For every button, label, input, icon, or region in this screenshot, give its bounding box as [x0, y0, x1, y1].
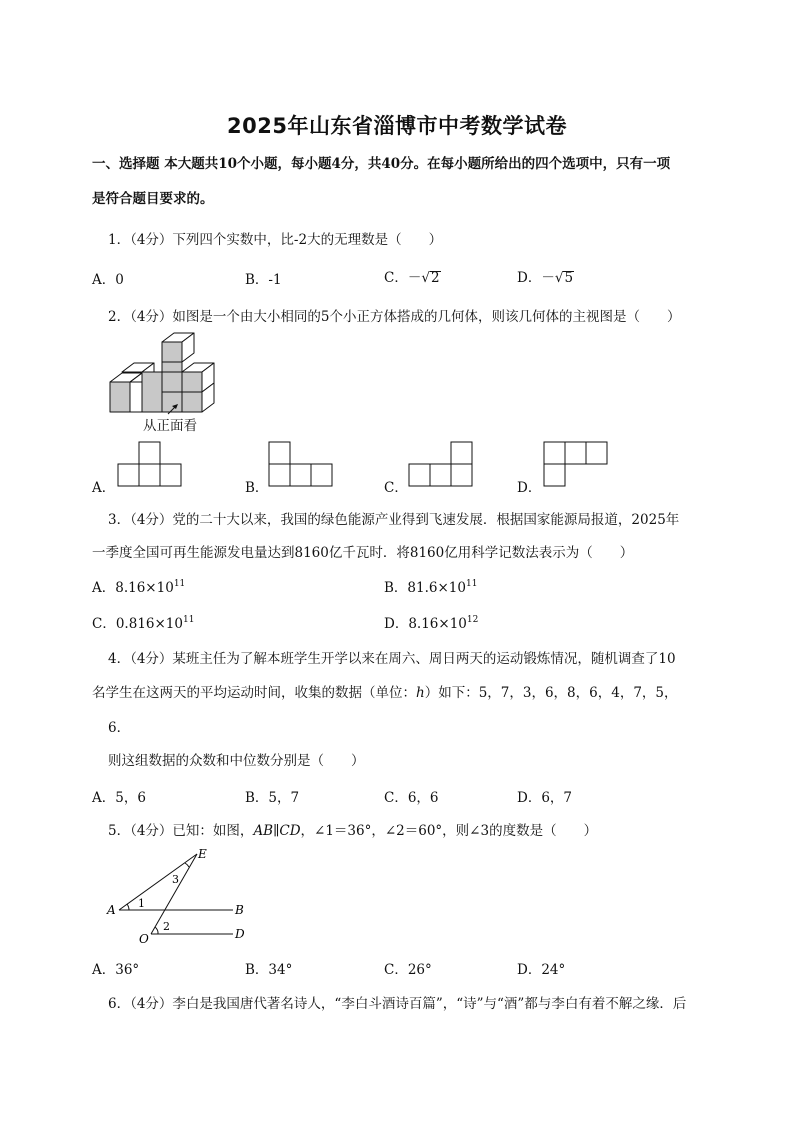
- option-exponent: 11: [465, 579, 478, 589]
- option-letter: D．: [384, 616, 409, 632]
- cube-solid-figure: [108, 330, 228, 412]
- option-letter: D．: [517, 962, 542, 978]
- stem-text: 名学生在这两天的平均运动时间，收集的数据（单位：: [92, 685, 416, 701]
- q1-option-a[interactable]: [92, 268, 124, 288]
- option-letter: B．: [245, 790, 269, 806]
- stem-text: 5．（4分）已知：如图，: [108, 823, 254, 839]
- option-letter: A．: [92, 790, 116, 806]
- question-4-stem-line2: [92, 681, 678, 701]
- option-text: 36°: [115, 962, 140, 978]
- question-3-stem-line1: 3．（4分）党的二十大以来，我国的绿色能源产业得到飞速发展．根据国家能源局报道，2025年: [108, 512, 680, 528]
- q2-option-b-letter[interactable]: B．: [245, 480, 269, 496]
- q4-option-a[interactable]: [92, 786, 146, 806]
- section-heading: 一、选择题 本大题共10个小题，每小题4分，共40分。在每小题所给出的四个选项中，只有一项: [92, 156, 671, 172]
- angle-3-label: 3: [172, 873, 179, 886]
- q4-option-d[interactable]: [517, 786, 572, 806]
- option-letter: C．: [92, 616, 116, 632]
- question-4-stem-line1: 4．（4分）某班主任为了解本班学生开学以来在周六、周日两天的运动锻炼情况，随机调查了10: [108, 651, 676, 667]
- segment-ab: AB: [253, 823, 274, 839]
- minus-sign: －: [407, 270, 422, 286]
- option-exponent: 11: [173, 579, 186, 589]
- radicand: 2: [430, 270, 440, 286]
- q2-option-c-figure: [408, 440, 478, 488]
- label-d: D: [235, 927, 245, 941]
- option-base: 8.16×10: [408, 616, 467, 632]
- question-5-stem: [108, 819, 597, 839]
- option-exponent: 12: [466, 615, 479, 625]
- q5-option-a[interactable]: [92, 958, 139, 978]
- q2-option-a-figure: [117, 440, 187, 488]
- question-4-stem-line4: 则这组数据的众数和中位数分别是（ ）: [108, 753, 365, 769]
- q1-option-d[interactable]: [517, 266, 574, 286]
- sqrt-sign: √: [554, 270, 564, 286]
- option-text: 6，6: [407, 790, 439, 806]
- option-base: 0.816×10: [115, 616, 183, 632]
- question-2-stem: 2．（4分）如图是一个由大小相同的5个小正方体搭成的几何体，则该几何体的主视图是（ ）: [108, 309, 681, 325]
- unit-symbol: h: [416, 685, 425, 701]
- question-6-stem-line1: 6．（4分）李白是我国唐代著名诗人，“李白斗酒诗百篇”，“诗”与“酒”都与李白有着不解之缘．后: [108, 996, 687, 1012]
- label-b: B: [235, 903, 244, 917]
- option-base: 8.16×10: [115, 580, 174, 596]
- option-text: 24°: [541, 962, 566, 978]
- figure-caption: 从正面看: [143, 418, 197, 434]
- stem-text: ）如下：5，7，3，6，8，6，4，7，5，: [424, 685, 678, 701]
- sqrt-sign: √: [421, 270, 430, 286]
- exam-title: 2025年山东省淄博市中考数学试卷: [227, 114, 567, 138]
- option-text: 5，6: [115, 790, 146, 806]
- angle-1-label: 1: [138, 897, 145, 910]
- q1-option-c[interactable]: [384, 266, 441, 286]
- question-3-stem-line2: 一季度全国可再生能源发电量达到8160亿千瓦时．将8160亿用科学记数法表示为（ ）: [92, 545, 634, 561]
- q2-option-a-letter[interactable]: A．: [92, 480, 116, 496]
- q5-option-b[interactable]: [245, 958, 292, 978]
- q5-option-d[interactable]: [517, 958, 565, 978]
- stem-text: ，∠1＝36°，∠2＝60°，则∠3的度数是（ ）: [300, 823, 598, 839]
- q3-option-c[interactable]: [92, 612, 194, 632]
- option-base: 81.6×10: [407, 580, 466, 596]
- q2-option-d-letter[interactable]: D．: [517, 480, 542, 496]
- question-4-stem-line3: 6．: [108, 720, 131, 736]
- radicand: 5: [564, 270, 574, 286]
- q2-option-b-figure: [268, 440, 338, 488]
- option-letter: C．: [384, 270, 408, 286]
- option-letter: C．: [384, 962, 408, 978]
- q4-option-b[interactable]: [245, 786, 299, 806]
- label-o: O: [139, 932, 149, 946]
- parallel-lines-figure: [105, 845, 265, 945]
- option-letter: C．: [384, 790, 408, 806]
- q1-option-b[interactable]: [245, 268, 282, 288]
- option-letter: D．: [517, 790, 542, 806]
- option-text: -1: [268, 272, 282, 288]
- option-text: 0: [115, 272, 124, 288]
- label-e: E: [198, 847, 207, 861]
- q2-option-c-letter[interactable]: C．: [384, 480, 408, 496]
- option-exponent: 11: [182, 615, 195, 625]
- section-heading-cont: 是符合题目要求的。: [92, 191, 214, 207]
- option-text: 34°: [268, 962, 293, 978]
- parallel-symbol: ∥: [273, 823, 280, 839]
- option-letter: A．: [92, 580, 116, 596]
- option-letter: B．: [245, 962, 269, 978]
- q5-option-c[interactable]: [384, 958, 432, 978]
- q3-option-d[interactable]: [384, 612, 478, 632]
- option-letter: A．: [92, 272, 116, 288]
- option-letter: B．: [245, 272, 269, 288]
- option-text: 26°: [407, 962, 432, 978]
- option-letter: D．: [517, 270, 542, 286]
- segment-cd: CD: [279, 823, 301, 839]
- question-1-stem: 1．（4分）下列四个实数中，比-2大的无理数是（ ）: [108, 232, 443, 248]
- option-letter: A．: [92, 962, 116, 978]
- option-text: 5，7: [268, 790, 300, 806]
- q3-option-b[interactable]: [384, 576, 477, 596]
- angle-2-label: 2: [163, 920, 170, 933]
- q3-option-a[interactable]: [92, 576, 185, 596]
- minus-sign: －: [541, 270, 555, 286]
- option-text: 6，7: [541, 790, 573, 806]
- option-letter: B．: [384, 580, 408, 596]
- q2-option-d-figure: [543, 440, 613, 488]
- label-a: A: [107, 903, 116, 917]
- q4-option-c[interactable]: [384, 786, 439, 806]
